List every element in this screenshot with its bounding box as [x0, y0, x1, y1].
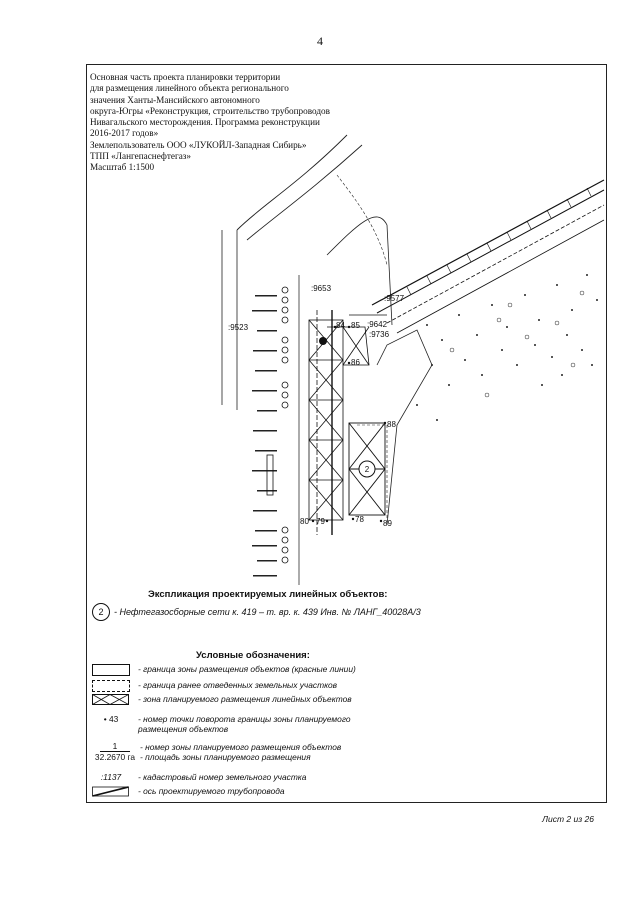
legend-item-zone-number: 1 32.2670 га - номер зоны планируемого размещения объектов - площадь зоны планируемого размещения — [92, 742, 341, 762]
legend-item-red-lines: - граница зоны размещения объектов (красные линии) — [92, 664, 356, 676]
parcel-9653-label: :9653 — [311, 284, 332, 293]
turn-point-79-label: 79 — [316, 517, 325, 526]
legend-item-pipeline-axis: - ось проектируемого трубопровода — [92, 786, 285, 798]
turn-point-86-label: 86 — [351, 358, 360, 367]
title-line-4: округа-Югры «Реконструкция, строительство трубопроводов — [90, 105, 330, 116]
turn-point-84-label: 84 — [336, 321, 345, 330]
turn-point-89-label: 89 — [383, 519, 392, 528]
title-line-6: 2016-2017 годов» — [90, 128, 159, 139]
scale-line: Масштаб 1:1500 — [90, 162, 155, 173]
land-user-line: Землепользователь ООО «ЛУКОЙЛ-Западная Сибирь» — [90, 139, 307, 150]
legend-item-planned-zone: - зона планируемого размещения линейных объектов — [92, 694, 352, 706]
parcel-9736-label: :9736 — [369, 330, 390, 339]
hatched-rect-icon — [92, 694, 130, 706]
explication-item-text: - Нефтегазосборные сети к. 419 – т. вр. к. 439 Инв. № ЛАНГ_40028А/3 — [114, 607, 421, 617]
legend-item-cadastral: :1137 - кадастровый номер земельного участка — [92, 772, 306, 784]
parcel-9523-label: :9523 — [228, 323, 249, 332]
legend-title: Условные обозначения: — [196, 650, 310, 661]
turn-point-78-label: 78 — [355, 515, 364, 524]
cadastral-symbol: :1137 — [100, 772, 122, 782]
red-line-rect-icon — [92, 664, 130, 676]
zone-number-label: 2 — [364, 465, 370, 474]
parcel-9577-label: :9577 — [384, 294, 405, 303]
page-number: 4 — [317, 34, 323, 48]
zone-number-symbol: 1 32.2670 га — [94, 741, 136, 762]
parcel-9642-label: :9642 — [367, 320, 388, 329]
explication-item — [92, 603, 421, 621]
legend-item-turn-point: • 43 - номер точки поворота границы зоны планируемого размещения объектов — [92, 714, 351, 734]
legend-item-prior-parcels: - граница ранее отведенных земельных участков — [92, 680, 337, 692]
dashed-rect-icon — [92, 680, 130, 692]
explication-item-number: 2 — [92, 603, 110, 621]
title-line-5: Нивагальского месторождения. Программа реконструкции — [90, 117, 320, 128]
title-block — [90, 72, 350, 174]
title-line-2: для размещения линейного объекта регионального — [90, 83, 289, 94]
title-line-3: значения Ханты-Мансийского автономного — [90, 94, 260, 105]
title-line-1: Основная часть проекта планировки территории — [90, 72, 281, 82]
sheet-number: Лист 2 из 26 — [542, 814, 594, 824]
turn-point-88-label: 88 — [387, 420, 396, 429]
turn-point-85-label: 85 — [351, 321, 360, 330]
explication-title: Экспликация проектируемых линейных объектов: — [148, 589, 388, 600]
tpp-line: ТПП «Лангепаснефтегаз» — [90, 151, 192, 162]
turn-point-80-label: 80 — [300, 517, 309, 526]
pipeline-axis-icon — [92, 786, 130, 798]
turn-point-symbol: • 43 — [103, 714, 119, 724]
